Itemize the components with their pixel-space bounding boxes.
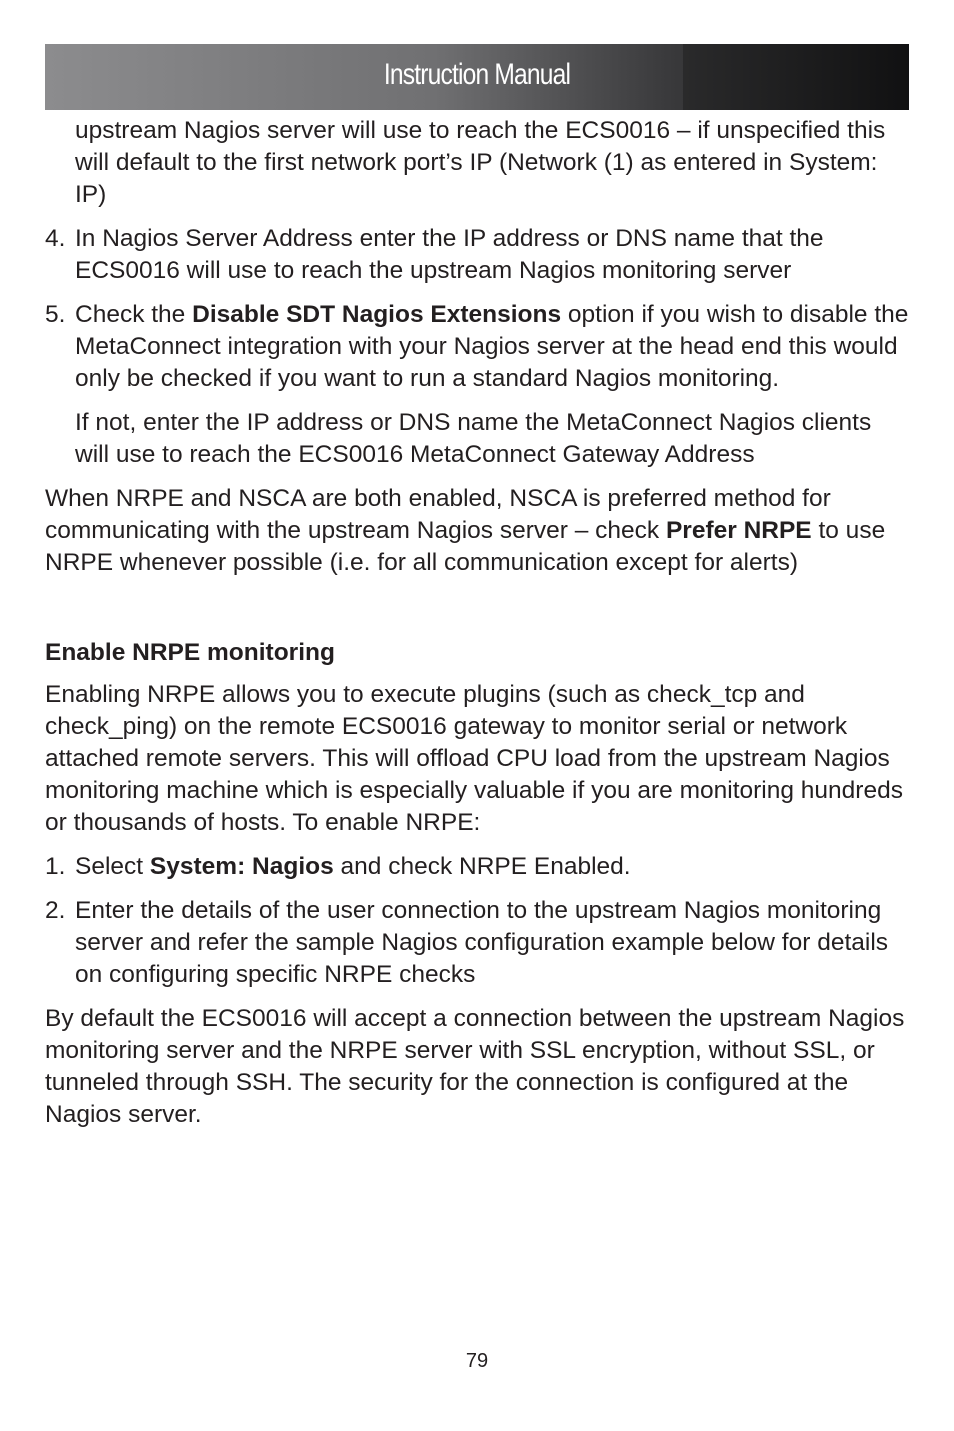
list-number: 4. [45, 225, 66, 252]
paragraph-text-pre: When NRPE and NSCA are both enabled, NSCA is preferred method for communicating with the upstream Nagios server – check [45, 485, 831, 544]
nrpe-nsca-paragraph [45, 483, 909, 579]
page-content [45, 115, 909, 1143]
header-banner [45, 44, 909, 110]
list-number: 5. [45, 301, 66, 328]
enabling-paragraph: Enabling NRPE allows you to execute plugins (such as check_tcp and check_ping) on the remote ECS0016 gateway to monitor serial or network attached remote servers. This will offload CPU load from the upstream Nagios monitoring machine which is especially valuable if you are monitoring hundreds or thousands of hosts. To enable NRPE: [45, 681, 903, 836]
list-item-2 [45, 895, 909, 991]
if-not-paragraph: If not, enter the IP address or DNS name the MetaConnect Nagios clients will use to reach the ECS0016 MetaConnect Gateway Address [75, 409, 872, 468]
list-text-bold: Disable SDT Nagios Extensions [192, 301, 562, 328]
page-number: 79 [465, 1350, 489, 1372]
header-title: Instruction Manual [383, 58, 571, 91]
list-text-post: and check NRPE Enabled. [333, 853, 631, 880]
continued-paragraph: upstream Nagios server will use to reach the ECS0016 – if unspecified this will default to the first network port’s IP (Network (1) as entered in System: IP) [75, 117, 886, 208]
list-text: In Nagios Server Address enter the IP address or DNS name that the ECS0016 will use to reach the upstream Nagios monitoring server [75, 225, 824, 284]
list-number: 2. [45, 897, 66, 924]
list-text-pre: Select [75, 853, 150, 880]
list-text-pre: Check the [75, 301, 193, 328]
paragraph-text-bold: Prefer NRPE [665, 517, 812, 544]
list-item-1 [45, 851, 909, 883]
section-heading: Enable NRPE monitoring [45, 639, 335, 666]
paragraph-text-post: to use NRPE whenever possible (i.e. for all communication except for alerts) [45, 517, 886, 576]
list-text-bold: System: Nagios [149, 853, 334, 880]
list-number: 1. [45, 853, 66, 880]
list-text-post: option if you wish to disable the MetaConnect integration with your Nagios server at the head end this would only be checked if you want to run a standard Nagios monitoring. [75, 301, 909, 392]
list-item-4 [45, 223, 909, 287]
list-text: Enter the details of the user connection to the upstream Nagios monitoring server and refer the sample Nagios configuration example below for details on configuring specific NRPE checks [75, 897, 889, 988]
list-item-5 [45, 299, 909, 395]
default-paragraph: By default the ECS0016 will accept a connection between the upstream Nagios monitoring server and the NRPE server with SSL encryption, without SSL, or tunneled through SSH. The security for the connection is configured at the Nagios server. [45, 1005, 905, 1128]
